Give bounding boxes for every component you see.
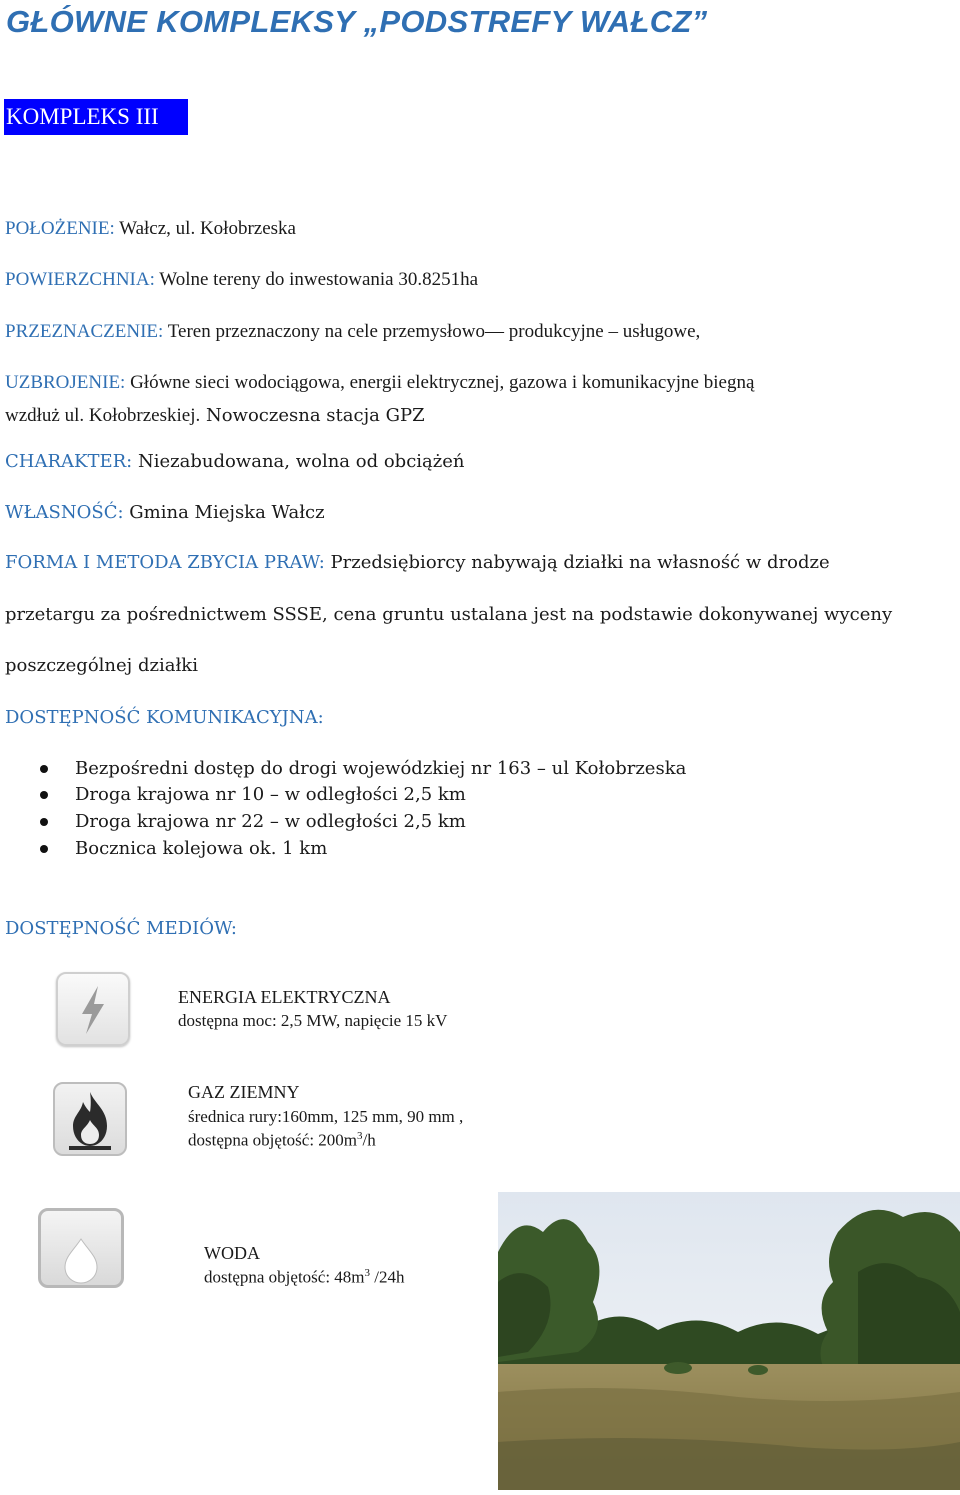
transport-item: Bezpośredni dostęp do drogi wojewódzkiej nr 163 – ul Kołobrzeska (75, 758, 687, 779)
transport-heading: DOSTĘPNOŚĆ KOMUNIKACYJNA: (5, 707, 324, 728)
bullet-icon (40, 818, 48, 826)
utilities-value-line2b: Nowoczesna stacja GPZ (200, 405, 425, 426)
utilities-value-line2: wzdłuż ul. Kołobrzeskiej. (5, 405, 201, 426)
flame-icon (53, 1082, 127, 1156)
purpose-label: PRZEZNACZENIE: (5, 321, 164, 342)
page-title: GŁÓWNE KOMPLEKSY „PODSTREFY WAŁCZ” (6, 4, 708, 39)
ownership-row (5, 502, 325, 523)
transport-item: Bocznica kolejowa ok. 1 km (75, 838, 328, 859)
site-photo (498, 1192, 960, 1490)
water-title: WODA (204, 1243, 260, 1263)
location-value: Wałcz, ul. Kołobrzeska (114, 218, 296, 239)
sale-row (5, 552, 830, 573)
ownership-value: Gmina Miejska Wałcz (123, 502, 325, 523)
sale-label: FORMA I METODA ZBYCIA PRAW: (5, 552, 325, 573)
purpose-row (5, 321, 700, 343)
water-text: dostępna objętość: $48m^3$ /24h (204, 1267, 405, 1287)
area-value: Wolne tereny do inwestowania 30.8251ha (154, 269, 479, 290)
sale-value-line3: poszczególnej działki (5, 655, 198, 676)
sale-value-line2: przetargu za pośrednictwem SSSE, cena gruntu ustalana jest na podstawie dokonywanej wyceny (5, 604, 893, 625)
bullet-icon (40, 845, 48, 853)
energy-text: dostępna moc: 2,5 MW, napięcie 15 kV (178, 1011, 448, 1030)
bullet-icon (40, 765, 48, 773)
ownership-label: WŁASNOŚĆ: (5, 502, 124, 523)
area-row (5, 269, 478, 291)
gas-title: GAZ ZIEMNY (188, 1082, 300, 1102)
energy-title: ENERGIA ELEKTRYCZNA (178, 987, 391, 1007)
media-heading: DOSTĘPNOŚĆ MEDIÓW: (5, 918, 237, 939)
character-row (5, 451, 465, 472)
bullet-icon (40, 791, 48, 799)
utilities-value-line1: Główne sieci wodociągowa, energii elektrycznej, gazowa i komunikacyjne biegną (125, 372, 755, 393)
water-drop-icon (38, 1208, 124, 1288)
utilities-row (5, 372, 754, 394)
gas-text-1: średnica rury:160mm, 125 mm, 90 mm , (188, 1107, 464, 1126)
character-label: CHARAKTER: (5, 451, 133, 472)
area-label: POWIERZCHNIA: (5, 269, 155, 290)
utilities-label: UZBROJENIE: (5, 372, 126, 393)
transport-item: Droga krajowa nr 10 – w odległości 2,5 km (75, 784, 466, 805)
character-value: Niezabudowana, wolna od obciążeń (132, 451, 465, 472)
location-label: POŁOŻENIE: (5, 218, 115, 239)
transport-item: Droga krajowa nr 22 – w odległości 2,5 km (75, 811, 466, 832)
location-row (5, 218, 296, 240)
complex-badge: KOMPLEKS III (4, 99, 188, 135)
gas-text-2: dostępna objętość: $200m^3/h$ (188, 1130, 376, 1150)
utilities-row-2 (5, 405, 425, 427)
purpose-value: Teren przeznaczony na cele przemysłowo― produkcyjne – usługowe, (163, 321, 701, 342)
sale-value-line1: Przedsiębiorcy nabywają działki na własność w drodze (324, 552, 830, 573)
lightning-icon (56, 972, 130, 1046)
